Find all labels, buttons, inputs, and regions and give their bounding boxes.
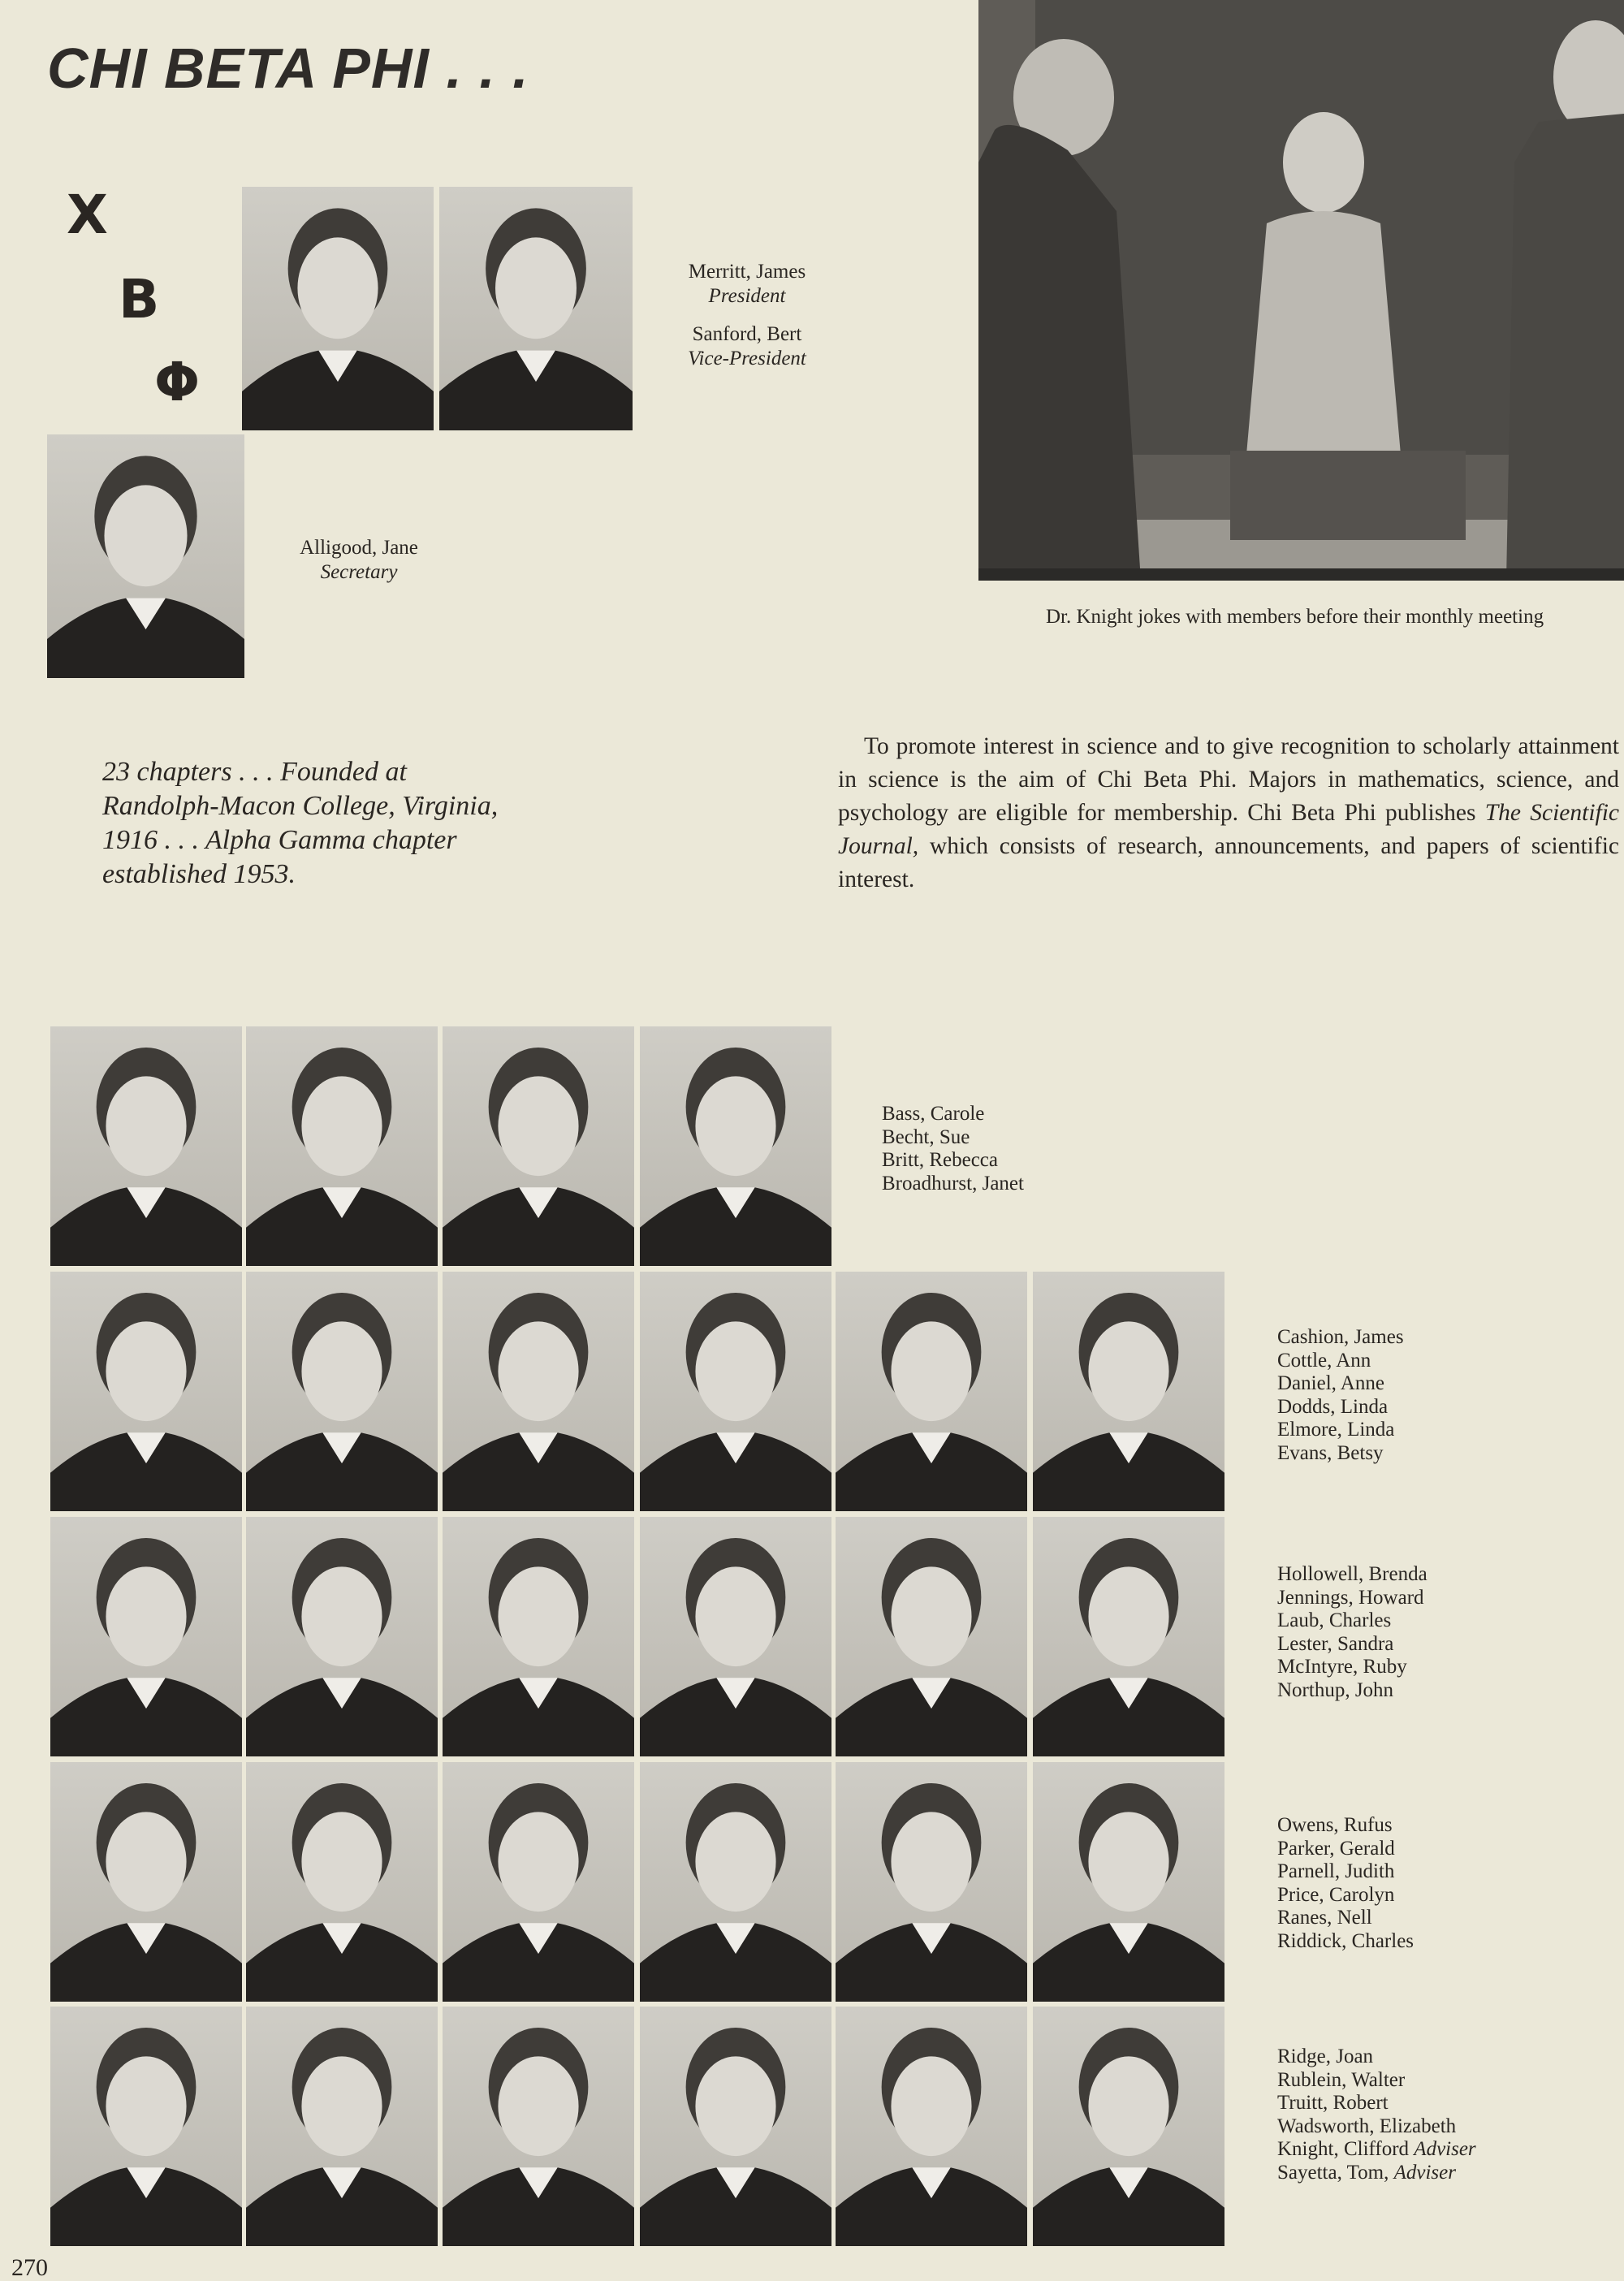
adviser-role: Adviser <box>1393 2161 1456 2184</box>
member-name: Britt, Rebecca <box>882 1149 998 1171</box>
member-name: Truitt, Robert <box>1277 2092 1389 2114</box>
member-portrait <box>640 2007 831 2246</box>
member-portrait <box>640 1762 831 2002</box>
member-portrait <box>640 1026 831 1266</box>
member-name: Parker, Gerald <box>1277 1837 1395 1860</box>
member-portrait <box>836 1517 1027 1756</box>
member-portrait <box>1033 1272 1224 1511</box>
greek-letter-phi: Φ <box>154 351 201 413</box>
officer-portrait-president <box>242 187 434 430</box>
chapter-info: 23 chapters . . . Founded at Randolph-Macon College, Virginia, 1916 . . . Alpha Gamma chapter established 1953. <box>102 757 499 889</box>
member-portrait <box>246 1762 438 2002</box>
adviser-name: Knight, Clifford <box>1277 2138 1410 2160</box>
member-name: Jennings, Howard <box>1277 1586 1424 1609</box>
officer-vice-president <box>650 322 844 371</box>
member-portrait <box>836 1272 1027 1511</box>
adviser-name: Sayetta, Tom, <box>1277 2161 1389 2184</box>
member-name: Northup, John <box>1277 1678 1394 1701</box>
member-portrait <box>246 1517 438 1756</box>
member-portrait <box>640 1272 831 1511</box>
member-portrait <box>246 1026 438 1266</box>
member-name: Ranes, Nell <box>1277 1907 1372 1929</box>
member-portrait <box>50 1762 242 2002</box>
member-name: Parnell, Judith <box>1277 1860 1395 1882</box>
adviser-entry <box>1277 2138 1476 2162</box>
description-text: To promote interest in science and to give recognition to scholarly attainment in science is the aim of Chi Beta Phi. Majors in mathematics, science, and psychology are eligible for membership. Chi Beta Phi publishes <box>838 733 1619 826</box>
member-name: Elmore, Linda <box>1277 1419 1395 1441</box>
member-portrait <box>836 1762 1027 2002</box>
member-portrait <box>50 1272 242 1511</box>
member-name: Ridge, Joan <box>1277 2046 1374 2067</box>
member-portrait <box>50 1517 242 1756</box>
adviser-role: Adviser <box>1414 2138 1476 2160</box>
member-name: Wadsworth, Elizabeth <box>1277 2115 1457 2137</box>
member-name: Becht, Sue <box>882 1125 970 1148</box>
member-portrait <box>836 2007 1027 2246</box>
member-names-row-1 <box>882 1103 1024 1195</box>
greek-letter-beta: Β <box>119 268 160 330</box>
member-name: Rublein, Walter <box>1277 2068 1406 2091</box>
member-name: Laub, Charles <box>1277 1609 1392 1631</box>
member-name: Evans, Betsy <box>1277 1441 1384 1464</box>
officer-name: Merritt, James <box>688 261 806 283</box>
member-name: Cottle, Ann <box>1277 1349 1371 1372</box>
member-portrait <box>1033 1762 1224 2002</box>
member-name: Owens, Rufus <box>1277 1814 1393 1836</box>
officer-role: Secretary <box>320 561 398 583</box>
member-portrait <box>443 2007 634 2246</box>
officer-portrait-vice-president <box>439 187 633 430</box>
member-portrait <box>50 1026 242 1266</box>
member-names-row-2 <box>1277 1326 1404 1465</box>
group-photo-caption: Dr. Knight jokes with members before their monthly meeting <box>1046 606 1544 628</box>
member-names-row-4 <box>1277 1814 1414 1953</box>
member-name: McIntyre, Ruby <box>1277 1656 1407 1678</box>
member-name: Dodds, Linda <box>1277 1395 1389 1418</box>
member-portrait <box>50 2007 242 2246</box>
group-photo <box>978 0 1624 581</box>
member-names-row-5 <box>1277 2046 1476 2184</box>
member-name: Broadhurst, Janet <box>882 1172 1024 1195</box>
member-portrait <box>443 1272 634 1511</box>
member-portrait <box>443 1762 634 2002</box>
member-name: Hollowell, Brenda <box>1277 1563 1427 1585</box>
journal-title: The Scientific Journal, <box>838 800 1619 859</box>
member-portrait <box>640 1517 831 1756</box>
member-portrait <box>443 1026 634 1266</box>
officer-secretary <box>261 536 456 585</box>
member-portrait <box>1033 1517 1224 1756</box>
member-portrait <box>1033 2007 1224 2246</box>
member-name: Daniel, Anne <box>1277 1372 1384 1394</box>
member-portrait <box>443 1517 634 1756</box>
officer-name: Alligood, Jane <box>300 537 418 559</box>
page-number: 270 <box>11 2254 48 2281</box>
member-names-row-3 <box>1277 1563 1427 1702</box>
greek-letter-chi: Χ <box>67 184 108 246</box>
member-name: Riddick, Charles <box>1277 1929 1415 1952</box>
officer-president <box>650 260 844 309</box>
description <box>838 730 1619 896</box>
member-name: Cashion, James <box>1277 1326 1404 1348</box>
page-title: CHI BETA PHI . . . <box>47 37 529 100</box>
description-text-end: which consists of research, announcements, and papers of scientific interest. <box>838 833 1619 892</box>
member-portrait <box>246 2007 438 2246</box>
member-portrait <box>246 1272 438 1511</box>
officer-role: President <box>708 285 786 307</box>
officer-name: Sanford, Bert <box>692 323 802 345</box>
member-name: Lester, Sandra <box>1277 1632 1394 1655</box>
member-name: Price, Carolyn <box>1277 1883 1395 1906</box>
member-name: Bass, Carole <box>882 1103 985 1125</box>
officer-role: Vice-President <box>688 348 806 369</box>
officer-portrait-secretary <box>47 434 244 678</box>
adviser-entry <box>1277 2162 1476 2185</box>
